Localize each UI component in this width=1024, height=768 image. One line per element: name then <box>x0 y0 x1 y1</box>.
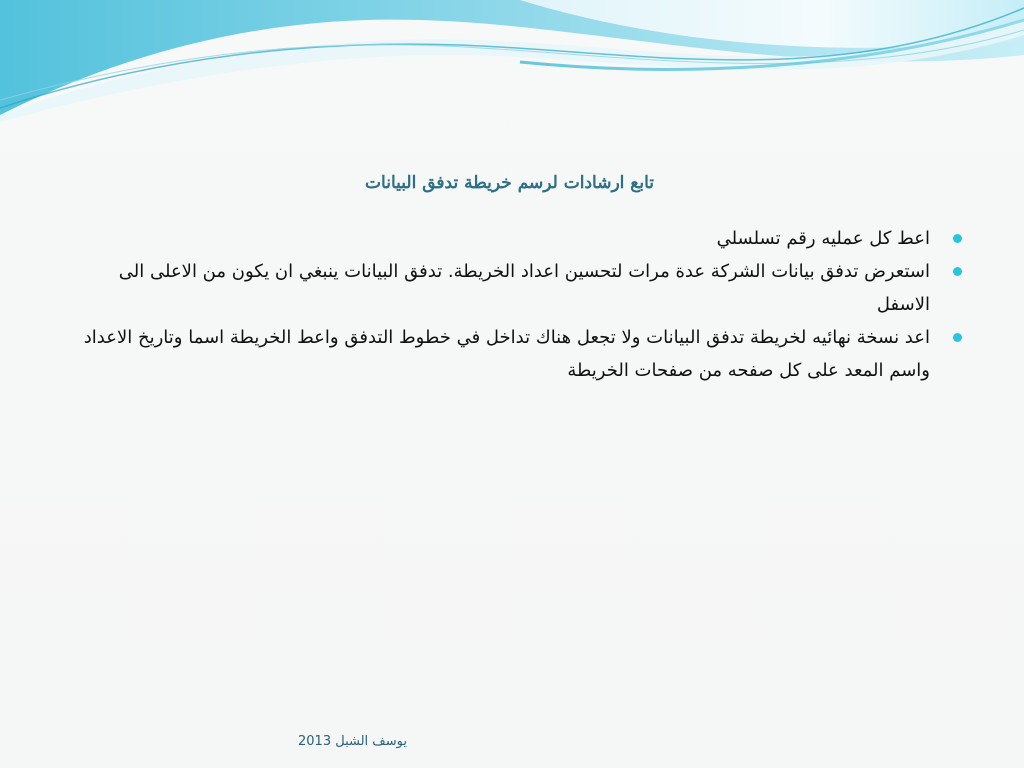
bullet-dot-icon <box>953 333 962 342</box>
list-item-text: اعد نسخة نهائيه لخريطة تدفق البيانات ولا تجعل هناك تداخل في خطوط التدفق واعط الخريطة اسما وتاريخ الاعداد واسم المعد على كل صفحه من صفحات الخريطة <box>83 327 930 381</box>
slide-title: تابع ارشادات لرسم خريطة تدفق البيانات <box>365 173 654 193</box>
bullet-dot-icon <box>953 267 962 276</box>
list-item <box>60 222 965 255</box>
list-item-text: استعرض تدفق بيانات الشركة عدة مرات لتحسين اعداد الخريطة. تدفق البيانات ينبغي ان يكون من الاعلى الى الاسفل <box>118 261 930 315</box>
wave-header-art <box>0 0 1024 130</box>
list-item-text: اعط كل عمليه رقم تسلسلي <box>716 228 930 249</box>
bullet-list <box>60 222 965 387</box>
footer-text: يوسف الشبل 2013 <box>298 734 407 749</box>
bullet-dot-icon <box>953 234 962 243</box>
list-item <box>60 321 965 387</box>
list-item <box>60 255 965 321</box>
